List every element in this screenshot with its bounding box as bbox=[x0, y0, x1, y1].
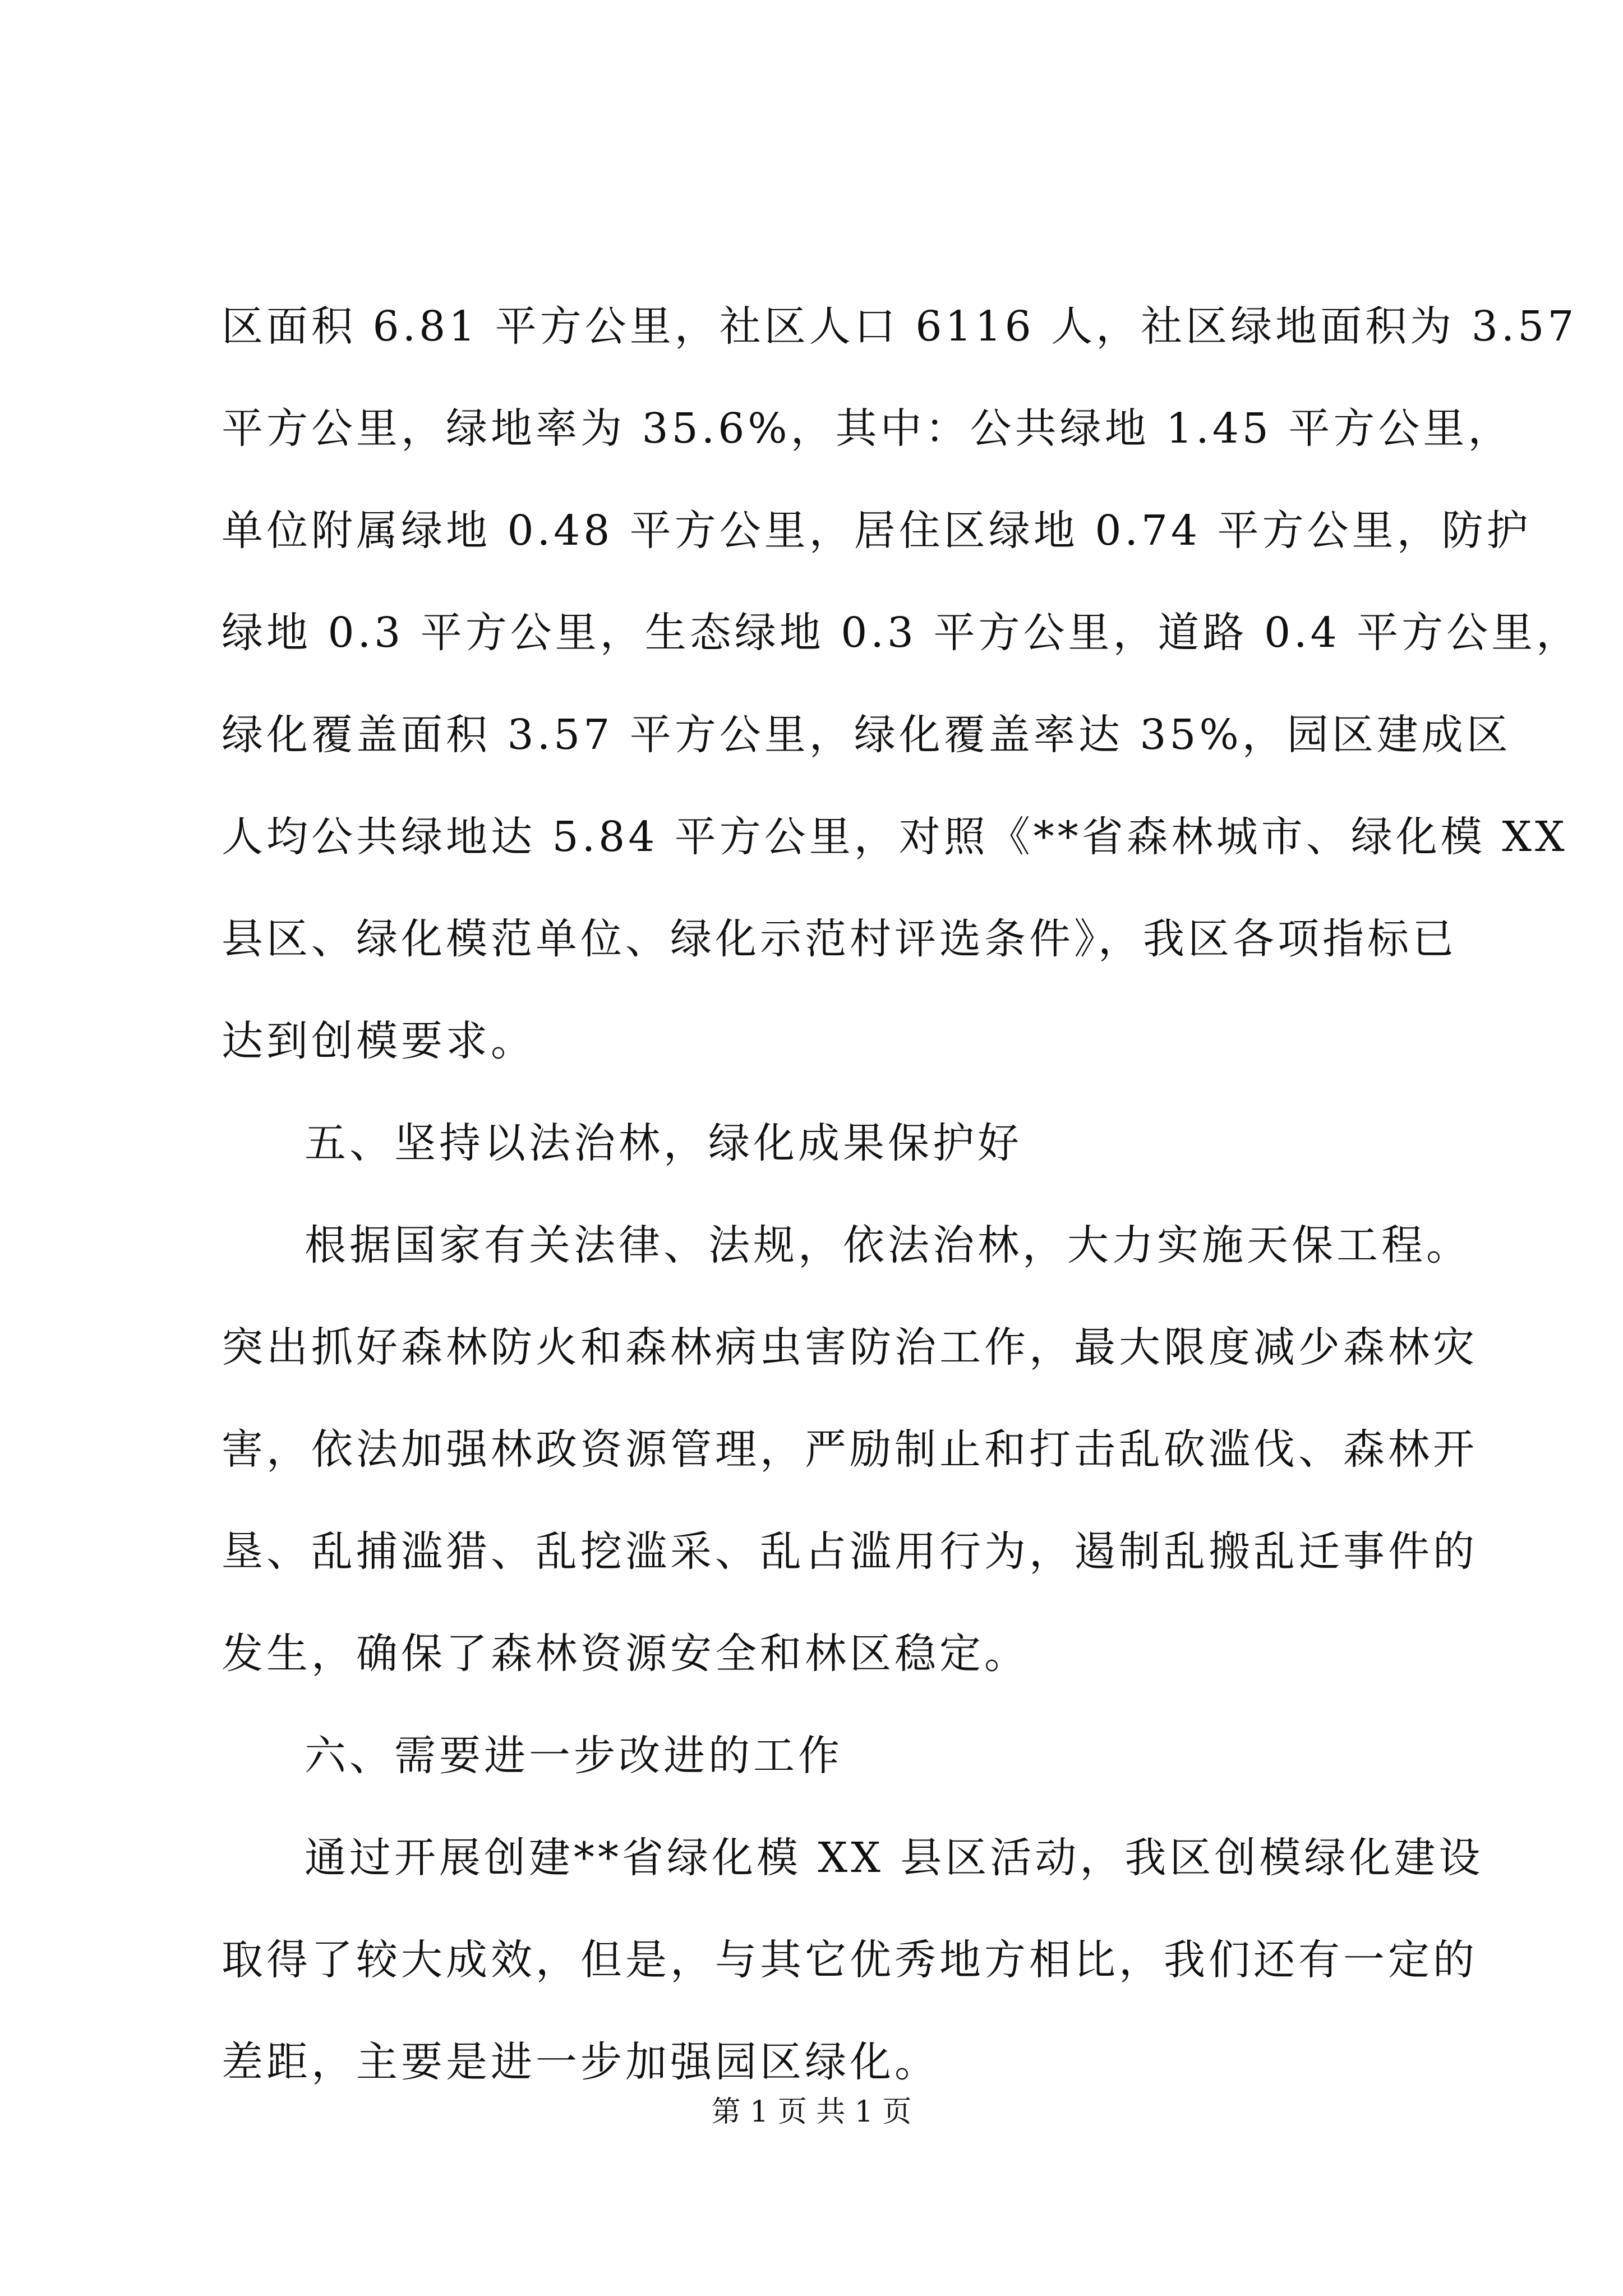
text-line: 绿化覆盖面积 3.57 平方公里，绿化覆盖率达 35%，园区建成区 bbox=[222, 711, 1511, 759]
section-heading-6: 六、需要进一步改进的工作 bbox=[305, 1732, 843, 1780]
text-line: 垦、乱捕滥猎、乱挖滥采、乱占滥用行为，遏制乱搬乱迁事件的 bbox=[222, 1527, 1478, 1576]
text-line: 通过开展创建**省绿化模 XX 县区活动，我区创模绿化建设 bbox=[305, 1834, 1484, 1882]
text-line: 县区、绿化模范单位、绿化示范村评选条件》，我区各项指标已 bbox=[222, 915, 1457, 963]
document-body bbox=[222, 302, 1581, 2086]
text-line: 突出抓好森林防火和森林病虫害防治工作，最大限度减少森林灾 bbox=[222, 1323, 1478, 1372]
section-heading-5: 五、坚持以法治林，绿化成果保护好 bbox=[305, 1119, 1022, 1167]
text-line: 差距，主要是进一步加强园区绿化。 bbox=[222, 2038, 939, 2086]
text-line: 平方公里，绿地率为 35.6%，其中：公共绿地 1.45 平方公里， bbox=[222, 404, 1513, 453]
text-line: 人均公共绿地达 5.84 平方公里，对照《**省森林城市、绿化模 XX bbox=[222, 813, 1568, 861]
page-footer: 第 1 页 共 1 页 bbox=[711, 2095, 912, 2129]
text-line: 发生，确保了森林资源安全和林区稳定。 bbox=[222, 1630, 1029, 1678]
text-line: 单位附属绿地 0.48 平方公里，居住区绿地 0.74 平方公里，防护 bbox=[222, 507, 1532, 555]
text-line: 取得了较大成效，但是，与其它优秀地方相比，我们还有一定的 bbox=[222, 1936, 1478, 1984]
text-line: 根据国家有关法律、法规，依法治林，大力实施天保工程。 bbox=[305, 1221, 1471, 1269]
text-line: 达到创模要求。 bbox=[222, 1017, 536, 1065]
text-line: 区面积 6.81 平方公里，社区人口 6116 人，社区绿地面积为 3.57 bbox=[222, 302, 1578, 351]
text-line: 绿地 0.3 平方公里，生态绿地 0.3 平方公里，道路 0.4 平方公里， bbox=[222, 609, 1581, 657]
text-line: 害，依法加强林政资源管理，严励制止和打击乱砍滥伐、森林开 bbox=[222, 1425, 1478, 1474]
